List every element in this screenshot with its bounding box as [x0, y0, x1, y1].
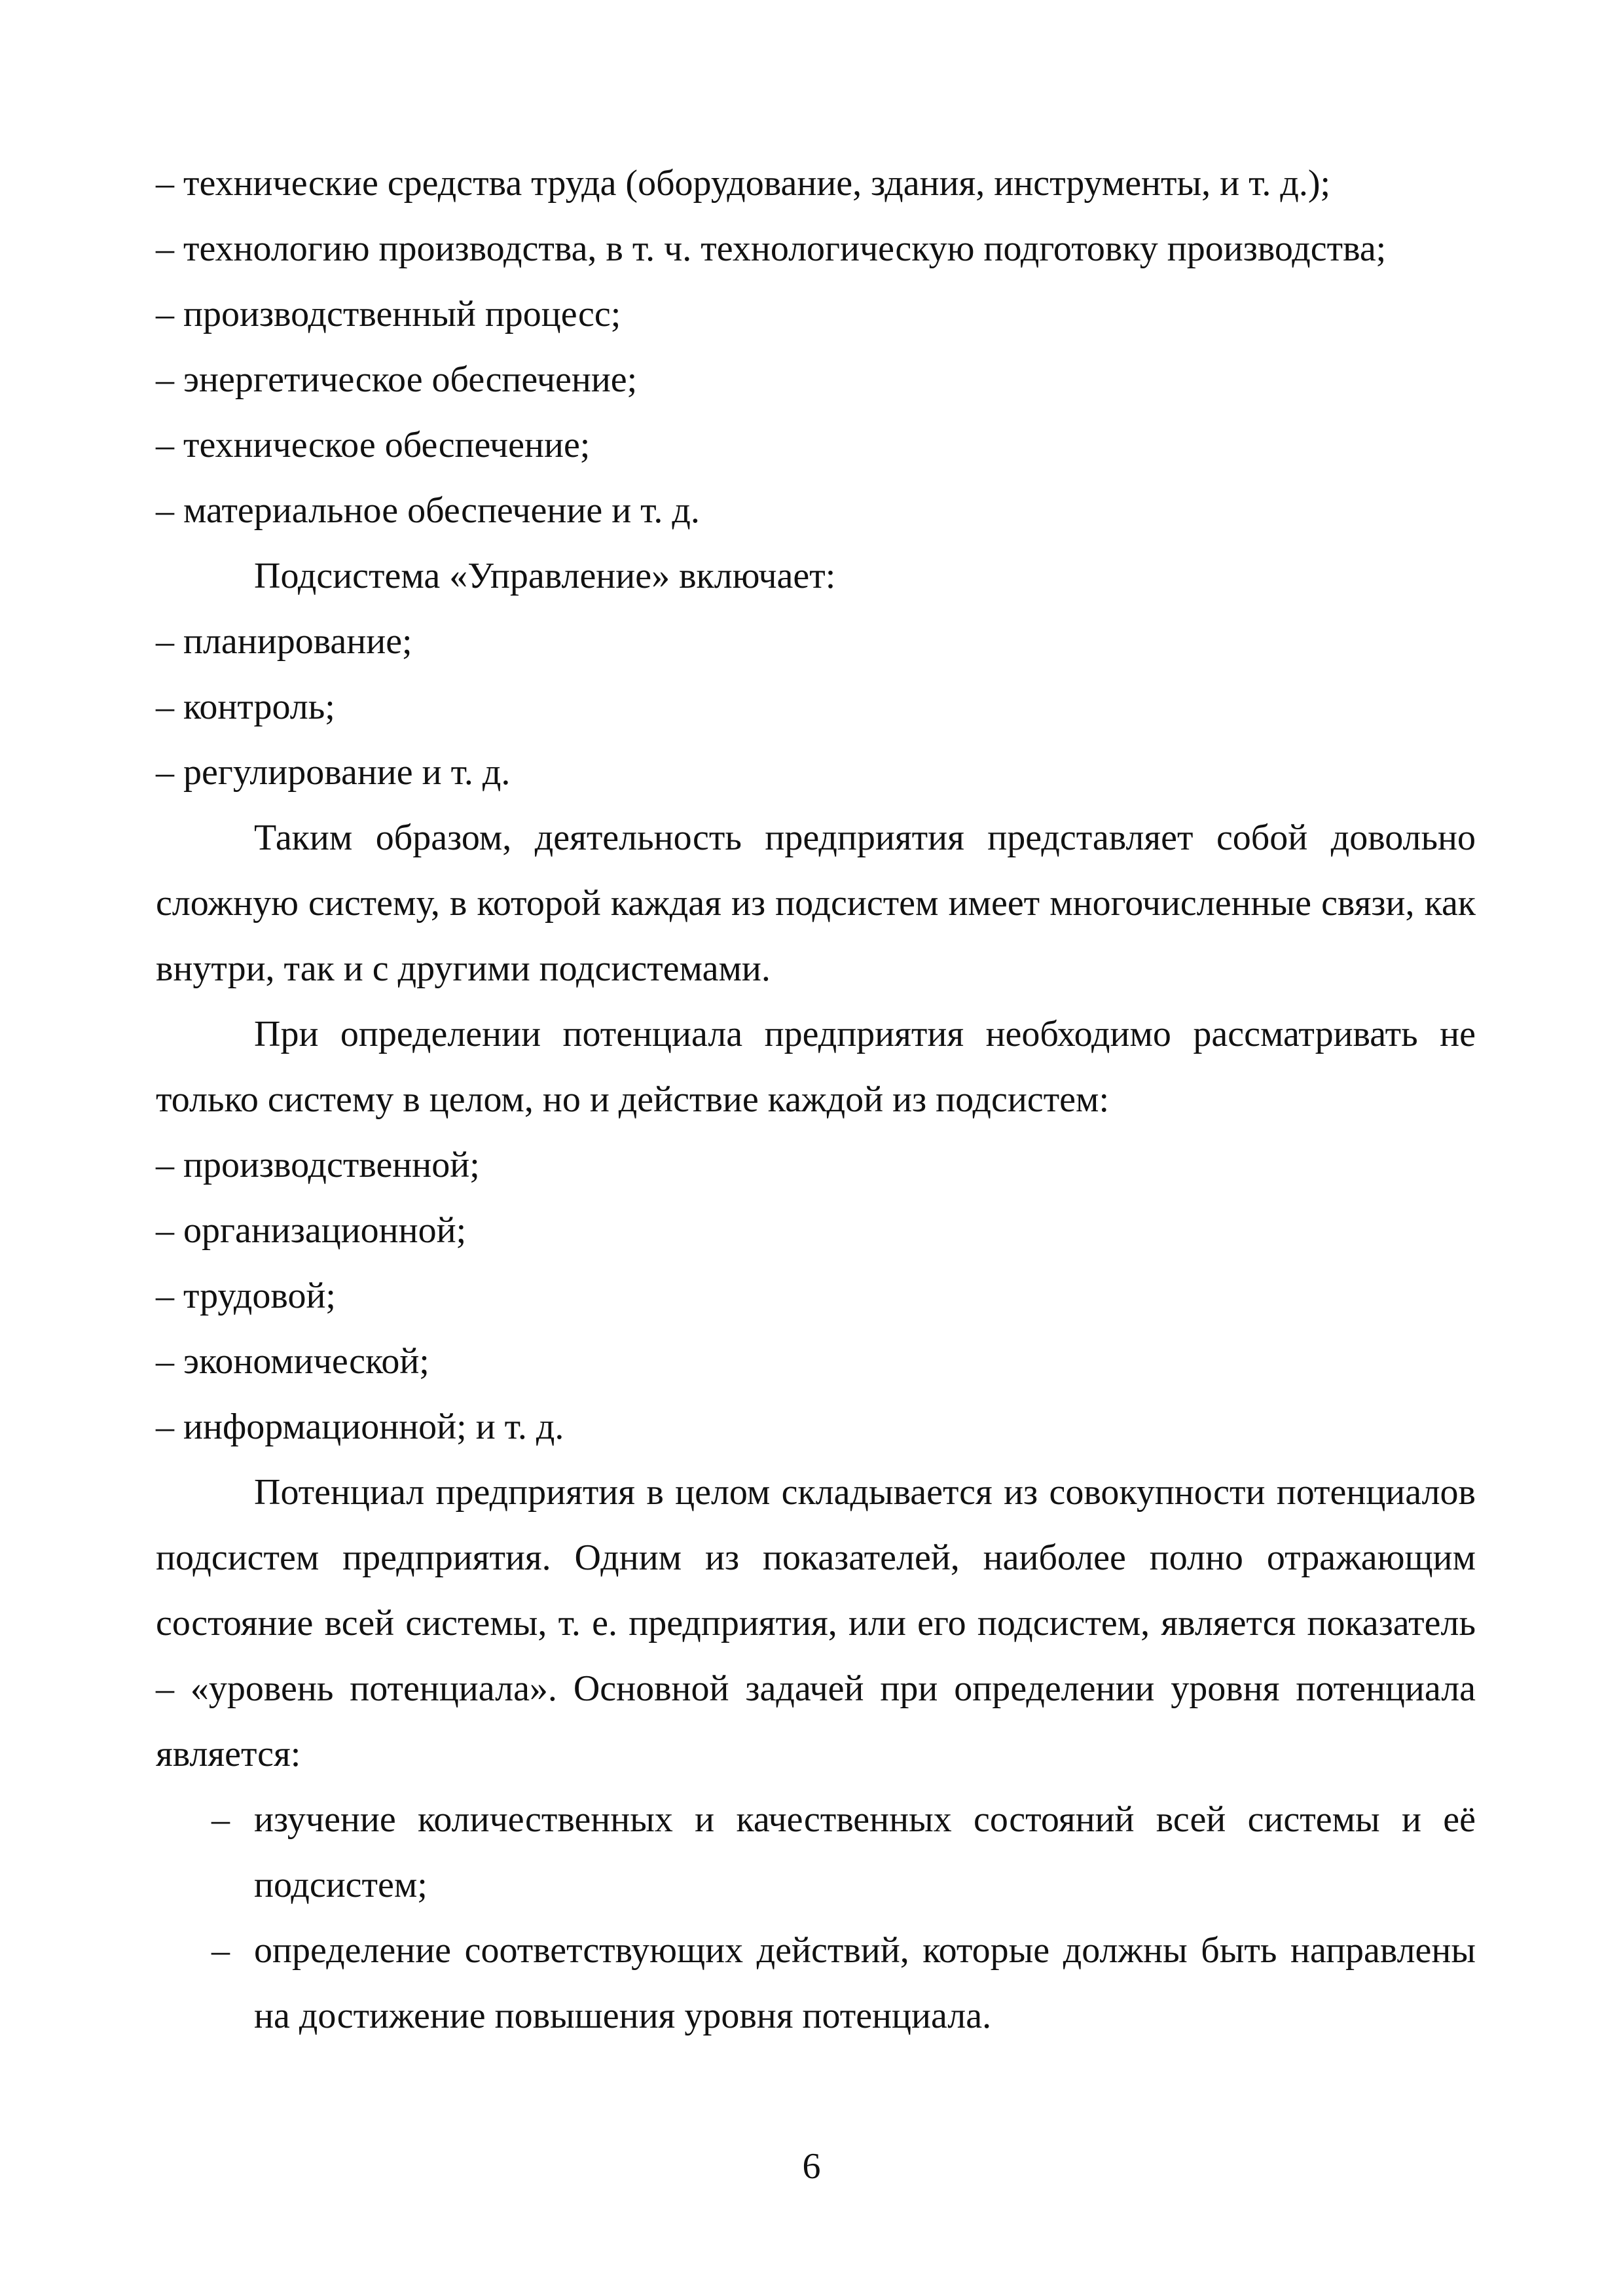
- technical-list: [156, 151, 1476, 543]
- management-paragraph: Подсистема «Управление» включает:: [254, 556, 836, 596]
- list-item: – трудовой;: [156, 1276, 336, 1316]
- list-item: – техническое обеспечение;: [156, 425, 591, 465]
- list-item: – технологию производства, в т. ч. технологическую подготовку производства;: [156, 228, 1387, 269]
- system-paragraph: Таким образом, деятельность предприятия представляет собой довольно сложную систему, в которой каждая из подсистем имеет многочисленные связи, как внутри, так и с другими подсистемами.: [156, 817, 1476, 989]
- list-item: – производственной;: [156, 1145, 480, 1185]
- dash-marker: –: [211, 1799, 230, 1840]
- list-item-text: определение соответствующих действий, которые должны быть направлены на достижение повышения уровня потенциала.: [254, 1930, 1476, 2036]
- subsystems-list: [156, 1132, 1476, 1460]
- list-item: [156, 1787, 1476, 1918]
- page-number: 6: [802, 2146, 821, 2187]
- potential-level-paragraph: Потенциал предприятия в целом складывается из совокупности потенциалов подсистем предприятия. Одним из показателей, наиболее полно отражающим состояние всей системы, т. е. предприятия, или его подсистем, является показатель – «уровень потенциала». Основной задачей при определении уровня потенциала является:: [156, 1472, 1476, 1774]
- list-item-text: изучение количественных и качественных состояний всей системы и её подсистем;: [254, 1799, 1476, 1905]
- list-item: – технические средства труда (оборудование, здания, инструменты, и т. д.);: [156, 163, 1331, 204]
- list-item: – организационной;: [156, 1210, 467, 1251]
- list-item: – регулирование и т. д.: [156, 752, 511, 793]
- list-item: – энергетическое обеспечение;: [156, 359, 638, 400]
- list-item: – материальное обеспечение и т. д.: [156, 490, 700, 531]
- potential-paragraph: При определении потенциала предприятия необходимо рассматривать не только систему в целом, но и действие каждой из подсистем:: [156, 1014, 1476, 1120]
- list-item: [156, 1918, 1476, 2049]
- list-item: – информационной; и т. д.: [156, 1407, 564, 1447]
- list-item: – экономической;: [156, 1341, 429, 1382]
- tasks-list: [156, 1787, 1476, 2049]
- list-item: – планирование;: [156, 621, 412, 662]
- document-page: [156, 151, 1476, 2049]
- management-list: [156, 609, 1476, 805]
- dash-marker: –: [211, 1930, 230, 1971]
- list-item: – контроль;: [156, 687, 335, 727]
- list-item: – производственный процесс;: [156, 294, 621, 334]
